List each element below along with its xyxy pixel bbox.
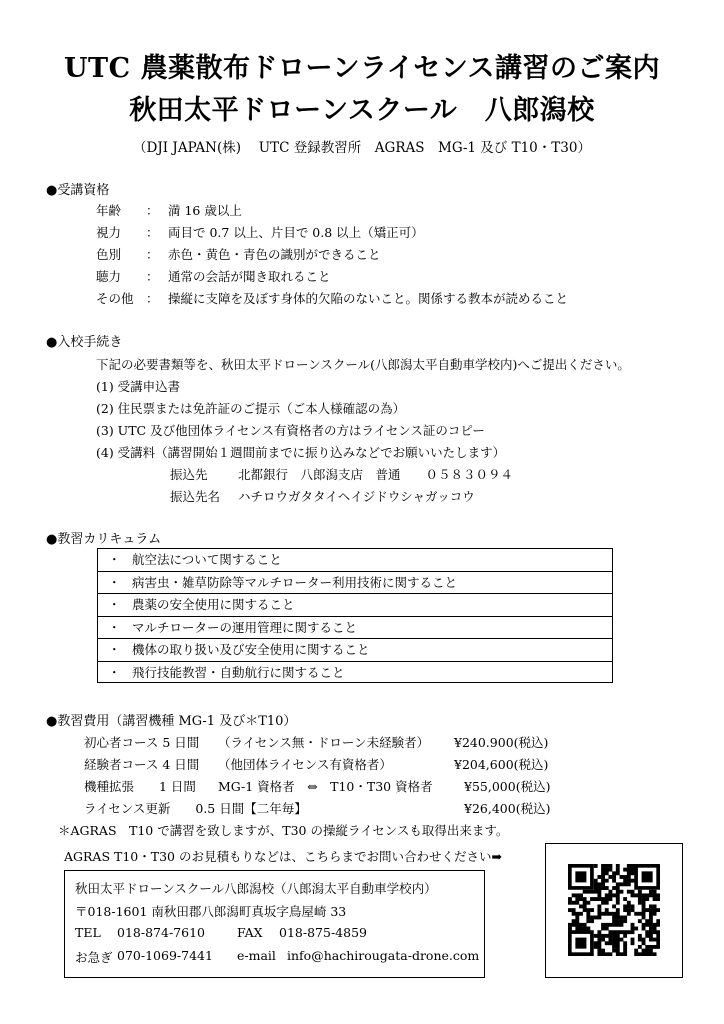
- qualification-value: 満 16 歳以上: [168, 203, 242, 218]
- tel-label: TEL: [75, 925, 101, 940]
- contact-name: 秋田太平ドローンスクール八郎潟校（八郎潟太平自動車学校内）: [75, 881, 437, 896]
- fee-row-2-price: ¥204,600(税込): [454, 757, 549, 772]
- enrollment-intro: 下記の必要書類等を、秋田太平ドローンスクール(八郎潟太平自動車学校内)へご提出ください。: [96, 357, 630, 372]
- urgent-label: お急ぎ: [75, 950, 113, 965]
- qr-box: [545, 843, 683, 978]
- fee-row-2-desc: （他団体ライセンス有資格者）: [218, 757, 392, 772]
- qualification-colon: ：: [146, 247, 159, 262]
- curriculum-item: ・ マルチローターの運用管理に関すること: [98, 617, 612, 640]
- curriculum-item: ・ 機体の取り扱い及び安全使用に関すること: [98, 639, 612, 662]
- fee-row-3-desc: MG-1 資格者 ⇔ T10・T30 資格者: [218, 779, 433, 794]
- fax-label: FAX: [237, 925, 263, 940]
- fee-row-1-course: 初心者コース 5 日間: [84, 735, 200, 750]
- enrollment-item-1: (1) 受講申込書: [96, 379, 181, 394]
- fee-row-1-desc: （ライセンス無・ドローン未経験者）: [218, 735, 430, 750]
- bank-value: 北都銀行 八郎潟支店 普通 ０５８３０９４: [238, 467, 514, 482]
- page-title: UTC 農薬散布ドローンライセンス講習のご案内: [63, 53, 661, 84]
- contact-address: 〒018-1601 南秋田郡八郎潟町真坂字鳥屋崎 33: [75, 904, 347, 919]
- enrollment-item-3: (3) UTC 及び他団体ライセンス有資格者の方はライセンス証のコピー: [96, 423, 485, 438]
- qualification-value: 操縦に支障を及ぼす身体的欠陥のないこと。関係する教本が読めること: [168, 291, 569, 306]
- qualifications-heading: ●受講資格: [46, 183, 110, 198]
- qualification-value: 両目で 0.7 以上、片目で 0.8 以上（矯正可）: [168, 225, 424, 240]
- enrollment-item-4: (4) 受講料（講習開始１週間前までに振り込みなどでお願いいたします）: [96, 445, 506, 460]
- estimate-note: AGRAS T10・T30 のお見積もりなどは、こちらまでお問い合わせください➡: [64, 849, 502, 864]
- curriculum-item: ・ 病害虫・雑草防除等マルチローター利用技術に関すること: [98, 572, 612, 595]
- qualification-colon: ：: [146, 203, 159, 218]
- email-value[interactable]: info@hachirougata-drone.com: [287, 948, 480, 963]
- enrollment-heading: ●入校手続き: [46, 335, 123, 350]
- qualification-colon: ：: [146, 269, 159, 284]
- qualification-key: 聴力: [96, 269, 122, 284]
- contact-box: [64, 870, 485, 978]
- urgent-value[interactable]: 070-1069-7441: [117, 948, 213, 963]
- qr-code-icon[interactable]: [568, 864, 660, 956]
- fee-note: ＊AGRAS T10 で講習を致しますが、T30 の操縦ライセンスも取得出来ます。: [58, 823, 509, 838]
- email-label: e-mail: [237, 948, 276, 963]
- subtitle: （DJI JAPAN(株) UTC 登録教習所 AGRAS MG-1 及び T10・T30）: [133, 140, 591, 156]
- fee-row-4-course: ライセンス更新 0.5 日間【二年毎】: [84, 801, 307, 816]
- fee-row-4-price: ¥26,400(税込): [464, 801, 551, 816]
- fee-row-3-price: ¥55,000(税込): [464, 779, 551, 794]
- qualification-value: 通常の会話が聞き取れること: [168, 269, 331, 284]
- curriculum-table: [97, 548, 613, 683]
- qualification-value: 赤色・黄色・青色の識別ができること: [168, 247, 381, 262]
- fee-row-1-price: ¥240.900(税込): [454, 735, 549, 750]
- fee-row-2-course: 経験者コース 4 日間: [84, 757, 200, 772]
- curriculum-item: ・ 飛行技能教習・自動航行に関すること: [108, 664, 345, 680]
- qualification-key: 年齢: [96, 203, 122, 218]
- qualification-key: その他: [96, 291, 134, 306]
- curriculum-heading: ●教習カリキュラム: [46, 532, 162, 547]
- curriculum-item: ・ 農薬の安全使用に関すること: [98, 594, 612, 617]
- qualification-key: 視力: [96, 225, 122, 240]
- fees-heading: ●教習費用（講習機種 MG-1 及び＊T10）: [46, 714, 297, 729]
- fax-value: 018-875-4859: [279, 925, 367, 940]
- qualification-colon: ：: [146, 291, 159, 306]
- qualification-colon: ：: [146, 225, 159, 240]
- school-title: 秋田太平ドローンスクール 八郎潟校: [129, 95, 595, 126]
- fee-row-3-course: 機種拡張 1 日間: [84, 779, 196, 794]
- bank-label: 振込先: [170, 467, 208, 482]
- account-label: 振込先名: [170, 489, 221, 504]
- account-value: ハチロウガタタイヘイジドウシャガッコウ: [238, 489, 475, 504]
- enrollment-item-2: (2) 住民票または免許証のご提示（ご本人様確認の為）: [96, 401, 406, 416]
- tel-value[interactable]: 018-874-7610: [117, 925, 205, 940]
- curriculum-item: ・ 航空法について関すること: [98, 549, 612, 572]
- qualification-key: 色別: [96, 247, 122, 262]
